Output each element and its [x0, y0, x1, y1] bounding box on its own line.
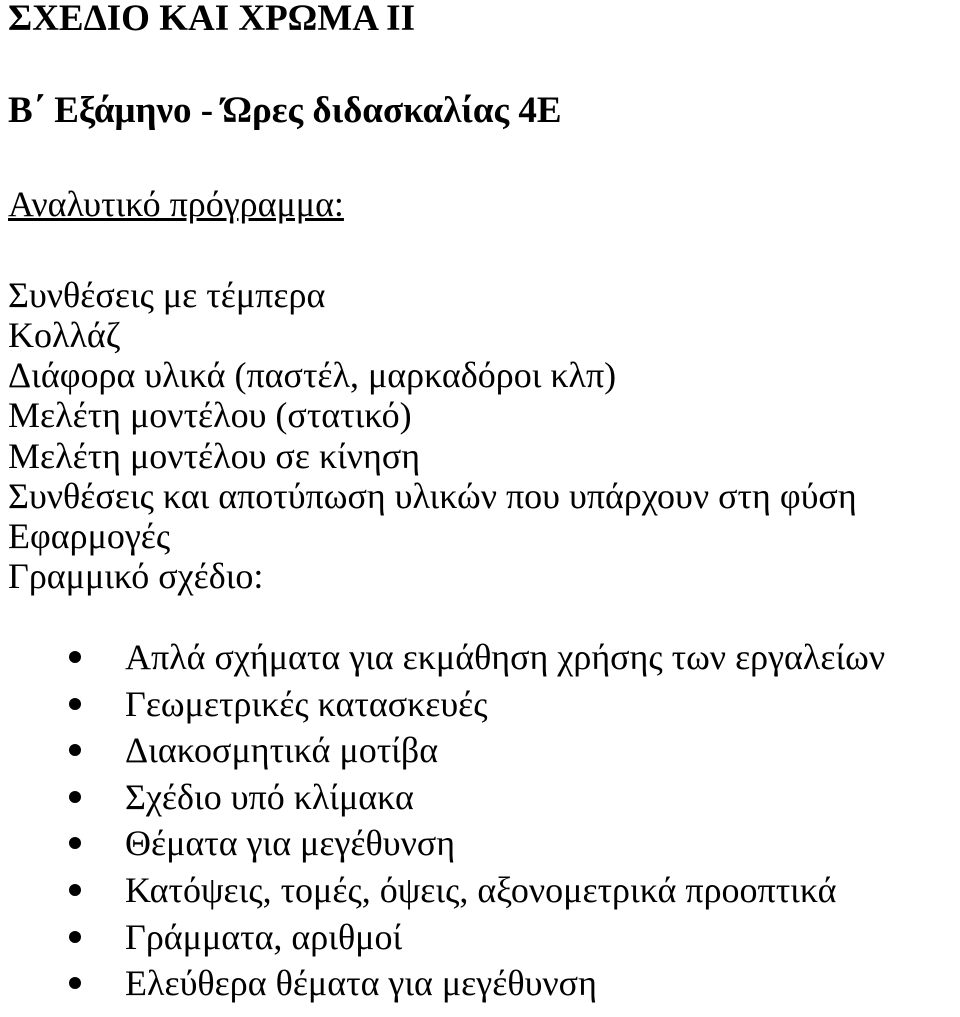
list-item-label: Θέματα για μεγέθυνση: [125, 823, 456, 864]
list-item-label: Απλά σχήματα για εκμάθηση χρήσης των εργαλείων: [125, 637, 886, 677]
list-item-label: Διακοσμητικά μοτίβα: [125, 730, 439, 771]
syllabus-item: Κολλάζ: [8, 315, 121, 355]
bullet-icon: [69, 791, 81, 803]
list-item-label: Κατόψεις, τομές, όψεις, αξονομετρικά προοπτικά: [125, 869, 837, 910]
semester-hours: Β΄ Εξάμηνο - Ώρες διδασκαλίας 4Ε: [8, 90, 562, 131]
syllabus-item: Συνθέσεις με τέμπερα: [8, 275, 326, 315]
bullet-icon: [69, 698, 81, 710]
syllabus-item: Εφαρμογές: [8, 516, 171, 556]
bullet-icon: [69, 837, 81, 849]
syllabus-item: Διάφορα υλικά (παστέλ, μαρκαδόροι κλπ): [8, 355, 617, 395]
bullet-icon: [69, 744, 81, 756]
syllabus-item: Μελέτη μοντέλου σε κίνηση: [8, 436, 421, 476]
document-title: ΣΧΕΔΙΟ ΚΑΙ ΧΡΩΜΑ ΙΙ: [8, 0, 415, 39]
list-item-label: Γεωμετρικές κατασκευές: [125, 683, 488, 724]
list-item-label: Γράμματα, αριθμοί: [125, 916, 403, 957]
bullet-icon: [69, 931, 81, 943]
syllabus-item: Συνθέσεις και αποτύπωση υλικών που υπάρχουν στη φύση: [8, 476, 857, 516]
syllabus-item: Μελέτη μοντέλου (στατικό): [8, 395, 412, 435]
bullet-icon: [69, 651, 81, 663]
list-item-label: Σχέδιο υπό κλίμακα: [125, 776, 414, 817]
bullet-icon: [69, 884, 81, 896]
bullet-icon: [69, 977, 81, 989]
list-item-label: Ελεύθερα θέματα για μεγέθυνση: [125, 963, 597, 1004]
linear-drawing-heading: Γραμμικό σχέδιο:: [8, 556, 264, 596]
syllabus-heading: Αναλυτικό πρόγραμμα:: [8, 184, 344, 224]
